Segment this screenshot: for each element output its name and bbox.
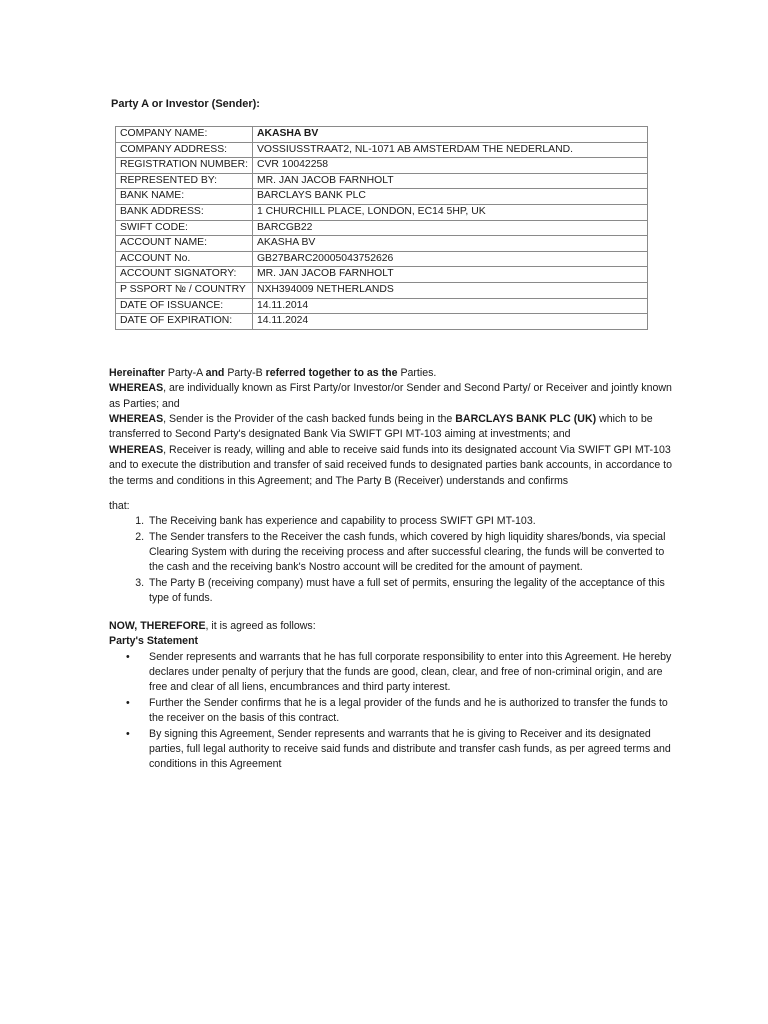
field-value: MR. JAN JACOB FARNHOLT <box>252 173 647 189</box>
field-label: DATE OF EXPIRATION: <box>116 314 253 330</box>
list-item <box>126 727 674 773</box>
field-value: 1 CHURCHILL PLACE, LONDON, EC14 5HP, UK <box>252 204 647 220</box>
table-row <box>116 236 648 252</box>
list-item <box>126 696 674 727</box>
statements-list <box>109 650 674 773</box>
that-label: that: <box>109 500 130 512</box>
field-label: DATE OF ISSUANCE: <box>116 298 253 314</box>
field-value: AKASHA BV <box>252 236 647 252</box>
table-row <box>116 142 648 158</box>
field-label: REPRESENTED BY: <box>116 173 253 189</box>
party-a-details-table <box>115 126 648 330</box>
conditions-list <box>109 514 674 606</box>
field-label: COMPANY ADDRESS: <box>116 142 253 158</box>
table-row <box>116 158 648 174</box>
field-label: ACCOUNT SIGNATORY: <box>116 267 253 283</box>
party-a-heading: Party A or Investor (Sender): <box>111 98 260 110</box>
table-row <box>116 220 648 236</box>
parties-definition: Hereinafter Party-A and Party-B referred together to as the Parties. <box>109 367 437 379</box>
list-item: 3. The Party B (receiving company) must have a full set of permits, ensuring the legality of the acceptance of this type of funds. <box>147 576 674 607</box>
bullet-icon: • <box>126 650 130 663</box>
field-value: VOSSIUSSTRAAT2, NL-1071 AB AMSTERDAM THE NEDERLAND. <box>252 142 647 158</box>
field-label: ACCOUNT NAME: <box>116 236 253 252</box>
now-therefore: NOW, THEREFORE, it is agreed as follows: <box>109 620 316 632</box>
table-row <box>116 251 648 267</box>
bullet-icon: • <box>126 696 130 709</box>
whereas-clause-3: WHEREAS, Receiver is ready, willing and able to receive said funds into its designated account Via SWIFT GPI MT-103 and to execute the distribution and transfer of said received funds to designated parties bank accounts, in accordance to the terms and conditions in this Agreement; and The Party B (Receiver) understands and confirms <box>109 443 672 487</box>
statement-text: Sender represents and warrants that he has full corporate responsibility to enter into this Agreement. He hereby declares under penalty of perjury that the funds are good, clean, clear, and free of non-criminal origin, and are free and clear of all liens, encumbrances and third party interest. <box>149 650 672 694</box>
list-item <box>126 650 674 696</box>
table-row <box>116 173 648 189</box>
field-label: COMPANY NAME: <box>116 127 253 143</box>
field-value: 14.11.2024 <box>252 314 647 330</box>
table-row <box>116 298 648 314</box>
statement-text: Further the Sender confirms that he is a legal provider of the funds and he is authorized to transfer the funds to the receiver on the basis of this contract. <box>149 696 668 725</box>
whereas-clause-2: WHEREAS, Sender is the Provider of the cash backed funds being in the BARCLAYS BANK PLC (UK) which to be transferred to Second Party's designated Bank Via SWIFT GPI MT-103 aiming at investments; and <box>109 413 653 441</box>
list-item: 2. The Sender transfers to the Receiver the cash funds, which covered by high liquidity shares/bonds, via special Clearing System with during the receiving process and after successful clearing, the funds will be converted to the cash and the receiving bank's Nostro account will be credited for the amount of payment. <box>147 530 674 576</box>
agreement-section <box>109 619 674 773</box>
field-label: SWIFT CODE: <box>116 220 253 236</box>
field-label: REGISTRATION NUMBER: <box>116 158 253 174</box>
table-row <box>116 204 648 220</box>
field-value: 14.11.2014 <box>252 298 647 314</box>
field-value: BARCGB22 <box>252 220 647 236</box>
table-row <box>116 314 648 330</box>
whereas-clause-1: WHEREAS, are individually known as First Party/or Investor/or Sender and Second Party/ or Receiver and jointly known as Parties; and <box>109 382 672 410</box>
field-value: AKASHA BV <box>252 127 647 143</box>
field-label: BANK NAME: <box>116 189 253 205</box>
field-value: BARCLAYS BANK PLC <box>252 189 647 205</box>
table-row <box>116 189 648 205</box>
field-label: BANK ADDRESS: <box>116 204 253 220</box>
field-value: CVR 10042258 <box>252 158 647 174</box>
statement-heading: Party's Statement <box>109 635 199 648</box>
bullet-icon: • <box>126 727 130 740</box>
table-row <box>116 267 648 283</box>
field-value: MR. JAN JACOB FARNHOLT <box>252 267 647 283</box>
table-row <box>116 282 648 298</box>
recitals <box>109 366 674 489</box>
field-label: ACCOUNT No. <box>116 251 253 267</box>
conditions-section <box>109 499 674 607</box>
statement-text: By signing this Agreement, Sender represents and warrants that he is giving to Receiver and its designated parties, full legal authority to receive said funds and distribute and transfer cash funds, as per agreed terms and conditions in this Agreement <box>149 727 671 771</box>
field-value: GB27BARC20005043752626 <box>252 251 647 267</box>
field-label: P SSPORT № / COUNTRY <box>116 282 253 298</box>
field-value: NXH394009 NETHERLANDS <box>252 282 647 298</box>
table-row <box>116 127 648 143</box>
list-item: 1. The Receiving bank has experience and capability to process SWIFT GPI MT-103. <box>147 514 674 529</box>
